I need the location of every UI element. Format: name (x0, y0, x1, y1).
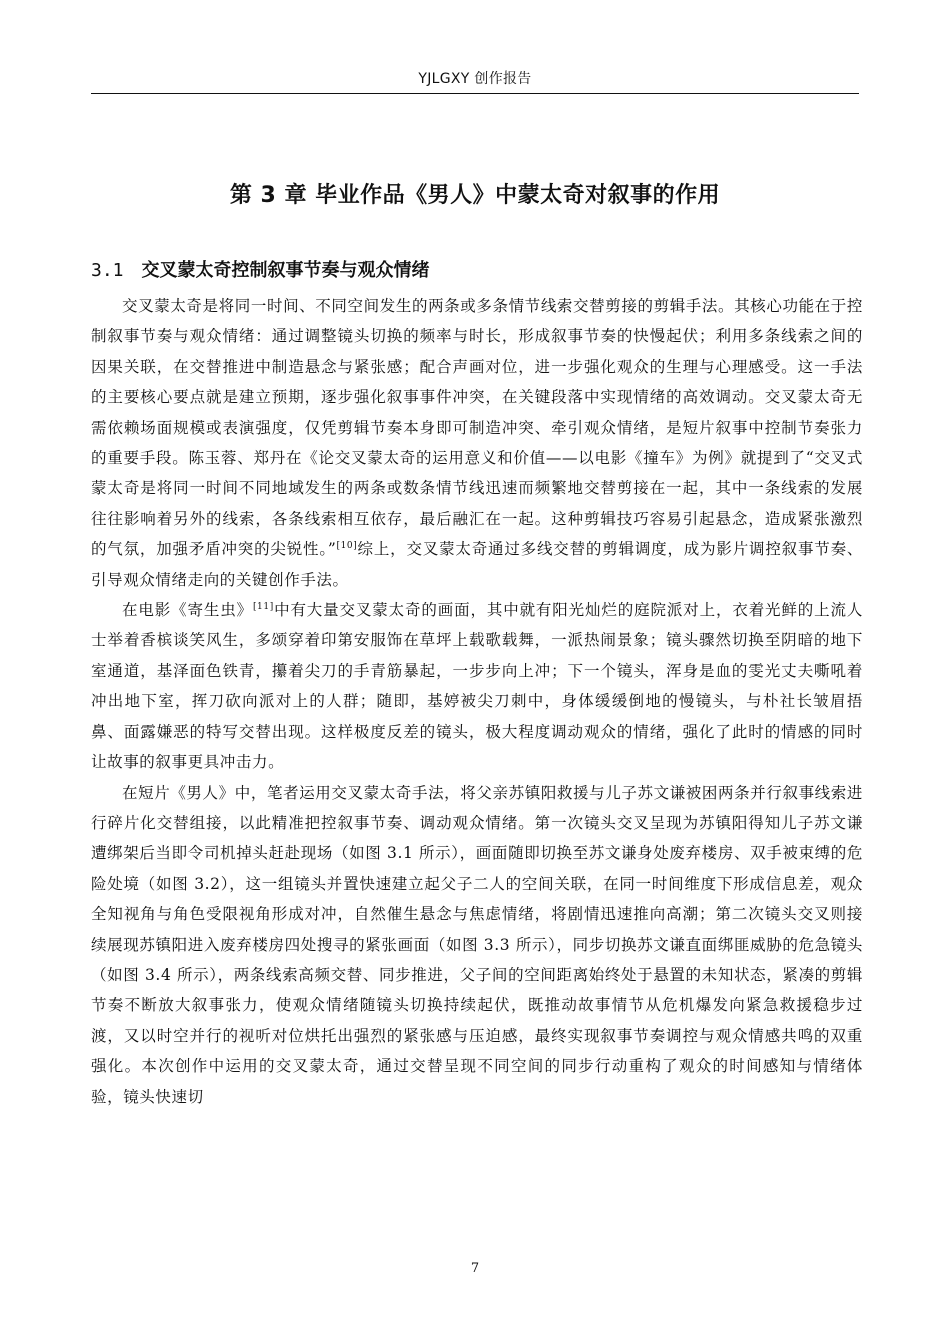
paragraph-3 (91, 778, 863, 1112)
page-number: 7 (470, 1261, 480, 1276)
citation-11: [11] (252, 601, 274, 612)
section-heading (91, 256, 859, 282)
paragraph-2 (91, 595, 863, 777)
chapter-title: 第 3 章 毕业作品《男人》中蒙太奇对叙事的作用 (229, 183, 721, 208)
body-text (91, 291, 863, 1112)
citation-10: [10] (336, 541, 358, 552)
paragraph-1 (91, 291, 863, 595)
paragraph-2-text: 在电影《寄生虫》 (122, 601, 253, 620)
section-title: 交叉蒙太奇控制叙事节奏与观众情绪 (141, 260, 430, 281)
section-number: 3.1 (91, 260, 124, 281)
header-rule (91, 93, 859, 94)
paragraph-2-text-cont: 中有大量交叉蒙太奇的画面，其中就有阳光灿烂的庭院派对上，衣着光鲜的上流人士举着香槟谈笑风生，多颂穿着印第安服饰在草坪上载歌载舞，一派热闹景象；镜头骤然切换至阴暗的地下室通道，基泽面色铁青，攥着尖刀的手青筋暴起，一步步向上冲；下一个镜头，浑身是血的雯光丈夫嘶吼着冲出地下室，挥刀砍向派对上的人群；随即，基婷被尖刀刺中，身体缓缓倒地的慢镜头，与朴社长皱眉捂鼻、面露嫌恶的特写交替出现。这样极度反差的镜头，极大程度调动观众的情绪，强化了此时的情感的同时让故事的叙事更具冲击力。 (91, 601, 863, 772)
paragraph-1-text: 交叉蒙太奇是将同一时间、不同空间发生的两条或多条情节线索交替剪接的剪辑手法。其核心功能在于控制叙事节奏与观众情绪：通过调整镜头切换的频率与时长，形成叙事节奏的快慢起伏；利用多条线索之间的因果关联，在交替推进中制造悬念与紧张感；配合声画对位，进一步强化观众的生理与心理感受。这一手法的主要核心要点就是建立预期，逐步强化叙事事件冲突，在关键段落中实现情绪的高效调动。交叉蒙太奇无需依赖场面规模或表演强度，仅凭剪辑节奏本身即可制造冲突、牵引观众情绪，是短片叙事中控制节奏张力的重要手段。陈玉蓉、郑丹在《论交叉蒙太奇的运用意义和价值——以电影《撞车》为例》就提到了“交叉式蒙太奇是将同一时间不同地域发生的两条或数条情节线迅速而频繁地交替剪接在一起，其中一条线索的发展往往影响着另外的线索，各条线索相互依存，最后融汇在一起。这种剪辑技巧容易引起悬念，造成紧张激烈的气氛，加强矛盾冲突的尖锐性。” (91, 297, 863, 559)
running-header: YJLGXY 创作报告 (418, 71, 532, 87)
paragraph-3-text: 在短片《男人》中，笔者运用交叉蒙太奇手法，将父亲苏镇阳救援与儿子苏文谦被困两条并行叙事线索进行碎片化交替组接，以此精准把控叙事节奏、调动观众情绪。第一次镜头交叉呈现为苏镇阳得知儿子苏文谦遭绑架后当即令司机掉头赶赴现场（如图 3.1 所示），画面随即切换至苏文谦身处废弃楼房、双手被束缚的危险处境（如图 3.2），这一组镜头并置快速建立起父子二人的空间关联，在同一时间维度下形成信息差，观众全知视角与角色受限视角形成对冲，自然催生悬念与焦虑情绪，将剧情迅速推向高潮；第二次镜头交叉则接续展现苏镇阳进入废弃楼房四处搜寻的紧张画面（如图 3.3 所示），同步切换苏文谦直面绑匪威胁的危急镜头（如图 3.4 所示），两条线索高频交替、同步推进，父子间的空间距离始终处于悬置的未知状态，紧凑的剪辑节奏不断放大叙事张力，使观众情绪随镜头切换持续起伏，既推动故事情节从危机爆发向紧急救援稳步过渡，又以时空并行的视听对位烘托出强烈的紧张感与压迫感，最终实现叙事节奏调控与观众情感共鸣的双重强化。本次创作中运用的交叉蒙太奇，通过交替呈现不同空间的同步行动重构了观众的时间感知与情绪体验，镜头快速切 (91, 783, 863, 1106)
paragraph-1-text-cont: 综上，交叉蒙太奇通过多线交替的剪辑调度，成为影片调控叙事节奏、引导观众情绪走向的关键创作手法。 (91, 540, 863, 589)
